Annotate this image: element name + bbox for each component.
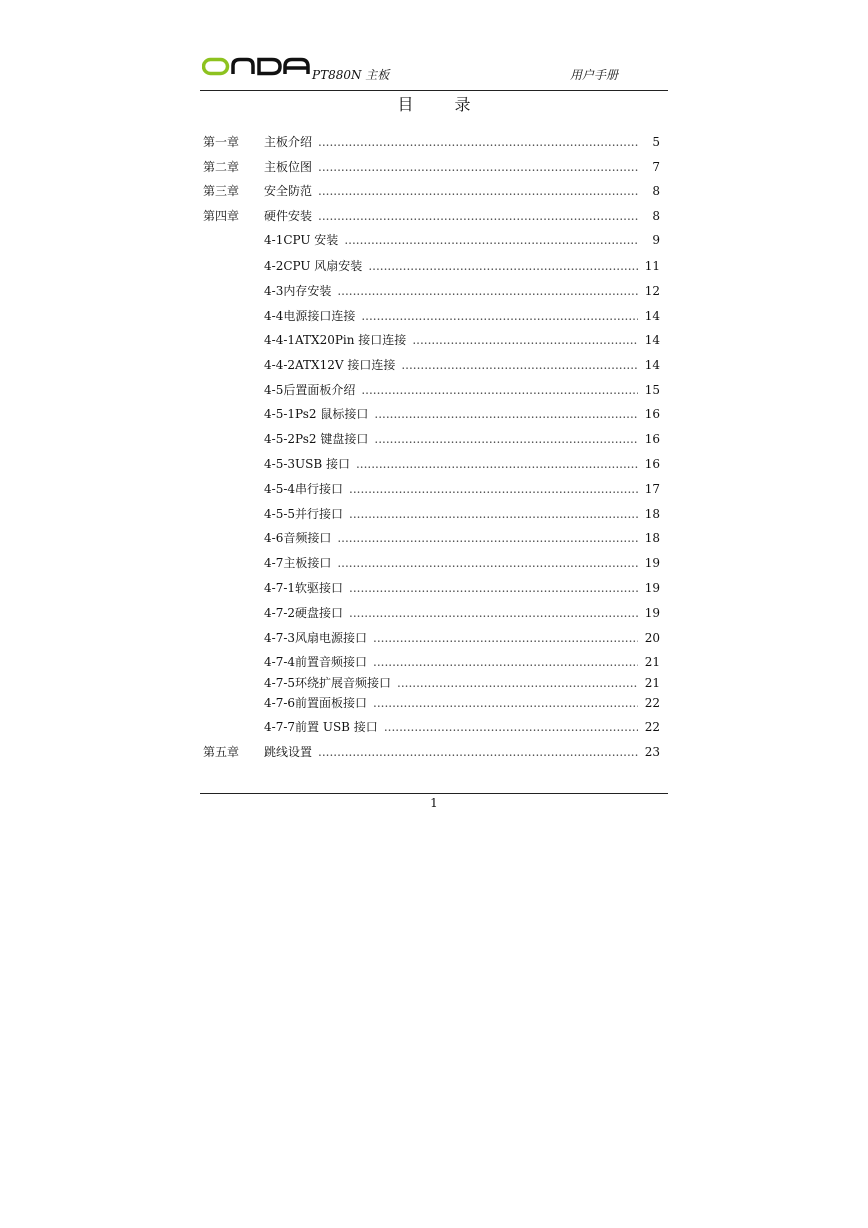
dot-leader: [337, 528, 638, 548]
dot-leader: [374, 429, 638, 449]
entry-title: 并行接口: [295, 507, 344, 521]
page-ref: 22: [644, 696, 660, 710]
toc-entry[interactable]: [200, 553, 668, 573]
section-number: 4-6: [264, 531, 284, 545]
section-number: 4-5-2: [264, 432, 296, 446]
section-number: 4-5-4: [264, 482, 296, 496]
dot-leader: [318, 206, 638, 226]
page-number: 1: [430, 796, 438, 810]
chapter-label: 第二章: [203, 160, 240, 174]
chapter-label: 第五章: [203, 745, 240, 759]
toc-entry[interactable]: [200, 429, 668, 449]
entry-title: 主板介绍: [264, 135, 313, 149]
dot-leader: [344, 230, 638, 250]
entry-title: 后置面板介绍: [283, 383, 356, 397]
section-number: 4-7-1: [264, 581, 296, 595]
entry-title: 串行接口: [295, 482, 344, 496]
dot-leader: [401, 355, 638, 375]
toc-entry[interactable]: [200, 673, 668, 693]
dot-leader: [337, 553, 638, 573]
dot-leader: [412, 330, 638, 350]
entry-title: Ps2 鼠标接口: [295, 407, 369, 421]
entry-title: CPU 安装: [283, 233, 339, 247]
dot-leader: [318, 181, 638, 201]
manual-title: 用户手册: [570, 68, 619, 82]
section-number: 4-4-1: [264, 333, 296, 347]
entry-title: 音频接口: [283, 531, 332, 545]
dot-leader: [318, 742, 638, 762]
page-ref: 21: [644, 655, 660, 669]
section-number: 4-7-7: [264, 720, 296, 734]
page-ref: 16: [644, 457, 660, 471]
entry-title: 风扇电源接口: [295, 631, 368, 645]
page-ref: 8: [652, 184, 660, 198]
entry-title: 电源接口连接: [283, 309, 356, 323]
entry-title: 跳线设置: [264, 745, 313, 759]
entry-title: 安全防范: [264, 184, 313, 198]
dot-leader: [318, 132, 638, 152]
section-number: 4-5-1: [264, 407, 296, 421]
entry-title: Ps2 键盘接口: [295, 432, 369, 446]
page-ref: 7: [652, 160, 660, 174]
toc-entry[interactable]: [200, 479, 668, 499]
dot-leader: [349, 603, 638, 623]
entry-title: ATX12V 接口连接: [295, 358, 396, 372]
page-ref: 15: [644, 383, 660, 397]
section-number: 4-7: [264, 556, 284, 570]
dot-leader: [318, 157, 638, 177]
dot-leader: [361, 380, 638, 400]
dot-leader: [373, 693, 638, 713]
toc-entry[interactable]: [200, 652, 668, 672]
section-number: 4-5-3: [264, 457, 296, 471]
dot-leader: [397, 673, 638, 693]
toc-entry[interactable]: [200, 230, 668, 250]
toc-entry[interactable]: [200, 132, 668, 152]
entry-title: 前置音频接口: [295, 655, 368, 669]
section-number: 4-1: [264, 233, 284, 247]
entry-title: 硬盘接口: [295, 606, 344, 620]
page-header: [200, 52, 668, 90]
entry-title: ATX20Pin 接口连接: [295, 333, 407, 347]
toc-entry[interactable]: [200, 504, 668, 524]
page-ref: 16: [644, 407, 660, 421]
header-rule: [200, 90, 668, 91]
page-ref: 9: [652, 233, 660, 247]
footer-rule: [200, 793, 668, 794]
page-ref: 16: [644, 432, 660, 446]
section-number: 4-5: [264, 383, 284, 397]
entry-title: 前置面板接口: [295, 696, 368, 710]
toc-entry[interactable]: [200, 256, 668, 276]
dot-leader: [373, 628, 638, 648]
entry-title: 内存安装: [283, 284, 332, 298]
toc-entry[interactable]: [200, 157, 668, 177]
dot-leader: [374, 404, 638, 424]
toc-entry[interactable]: [200, 355, 668, 375]
toc-entry[interactable]: [200, 306, 668, 326]
chapter-label: 第一章: [203, 135, 240, 149]
section-number: 4-3: [264, 284, 284, 298]
page-ref: 17: [644, 482, 660, 496]
section-number: 4-7-5: [264, 676, 296, 690]
page-ref: 20: [644, 631, 660, 645]
page-ref: 12: [644, 284, 660, 298]
page-ref: 21: [644, 676, 660, 690]
section-number: 4-7-3: [264, 631, 296, 645]
page-ref: 14: [644, 309, 660, 323]
page-ref: 18: [644, 507, 660, 521]
toc-entry[interactable]: [200, 454, 668, 474]
model-name: PT880N 主板: [312, 68, 390, 82]
page-title: 目 录: [397, 95, 489, 114]
toc-entry[interactable]: [200, 330, 668, 350]
toc-entry[interactable]: [200, 628, 668, 648]
chapter-label: 第四章: [203, 209, 240, 223]
dot-leader: [373, 652, 638, 672]
page-ref: 22: [644, 720, 660, 734]
section-number: 4-4: [264, 309, 284, 323]
page-ref: 19: [644, 606, 660, 620]
dot-leader: [349, 504, 638, 524]
section-number: 4-5-5: [264, 507, 296, 521]
page-ref: 5: [652, 135, 660, 149]
toc-entry[interactable]: [200, 693, 668, 713]
entry-title: 主板位图: [264, 160, 313, 174]
page-ref: 23: [644, 745, 660, 759]
section-number: 4-7-4: [264, 655, 296, 669]
entry-title: CPU 风扇安装: [283, 259, 363, 273]
toc-entry[interactable]: [200, 380, 668, 400]
toc-entry[interactable]: [200, 528, 668, 548]
entry-title: 环绕扩展音频接口: [295, 676, 392, 690]
dot-leader: [337, 281, 638, 301]
dot-leader: [384, 717, 638, 737]
entry-title: 前置 USB 接口: [295, 720, 378, 734]
entry-title: 硬件安装: [264, 209, 313, 223]
entry-title: 软驱接口: [295, 581, 344, 595]
chapter-label: 第三章: [203, 184, 240, 198]
onda-logo: [202, 56, 310, 78]
dot-leader: [368, 256, 638, 276]
page-ref: 11: [644, 259, 660, 273]
toc-entry[interactable]: [200, 206, 668, 226]
toc-entry[interactable]: [200, 181, 668, 201]
toc-entry[interactable]: [200, 404, 668, 424]
entry-title: USB 接口: [295, 457, 350, 471]
section-number: 4-7-6: [264, 696, 296, 710]
page-ref: 19: [644, 556, 660, 570]
toc-entry[interactable]: [200, 578, 668, 598]
section-number: 4-4-2: [264, 358, 296, 372]
section-number: 4-7-2: [264, 606, 296, 620]
page-ref: 18: [644, 531, 660, 545]
entry-title: 主板接口: [283, 556, 332, 570]
toc-entry[interactable]: [200, 742, 668, 762]
page-ref: 8: [652, 209, 660, 223]
section-number: 4-2: [264, 259, 284, 273]
page-ref: 19: [644, 581, 660, 595]
toc-entry[interactable]: [200, 281, 668, 301]
dot-leader: [361, 306, 638, 326]
page-ref: 14: [644, 333, 660, 347]
dot-leader: [356, 454, 638, 474]
toc-entry[interactable]: [200, 717, 668, 737]
dot-leader: [349, 578, 638, 598]
dot-leader: [349, 479, 638, 499]
toc-entry[interactable]: [200, 603, 668, 623]
page-ref: 14: [644, 358, 660, 372]
